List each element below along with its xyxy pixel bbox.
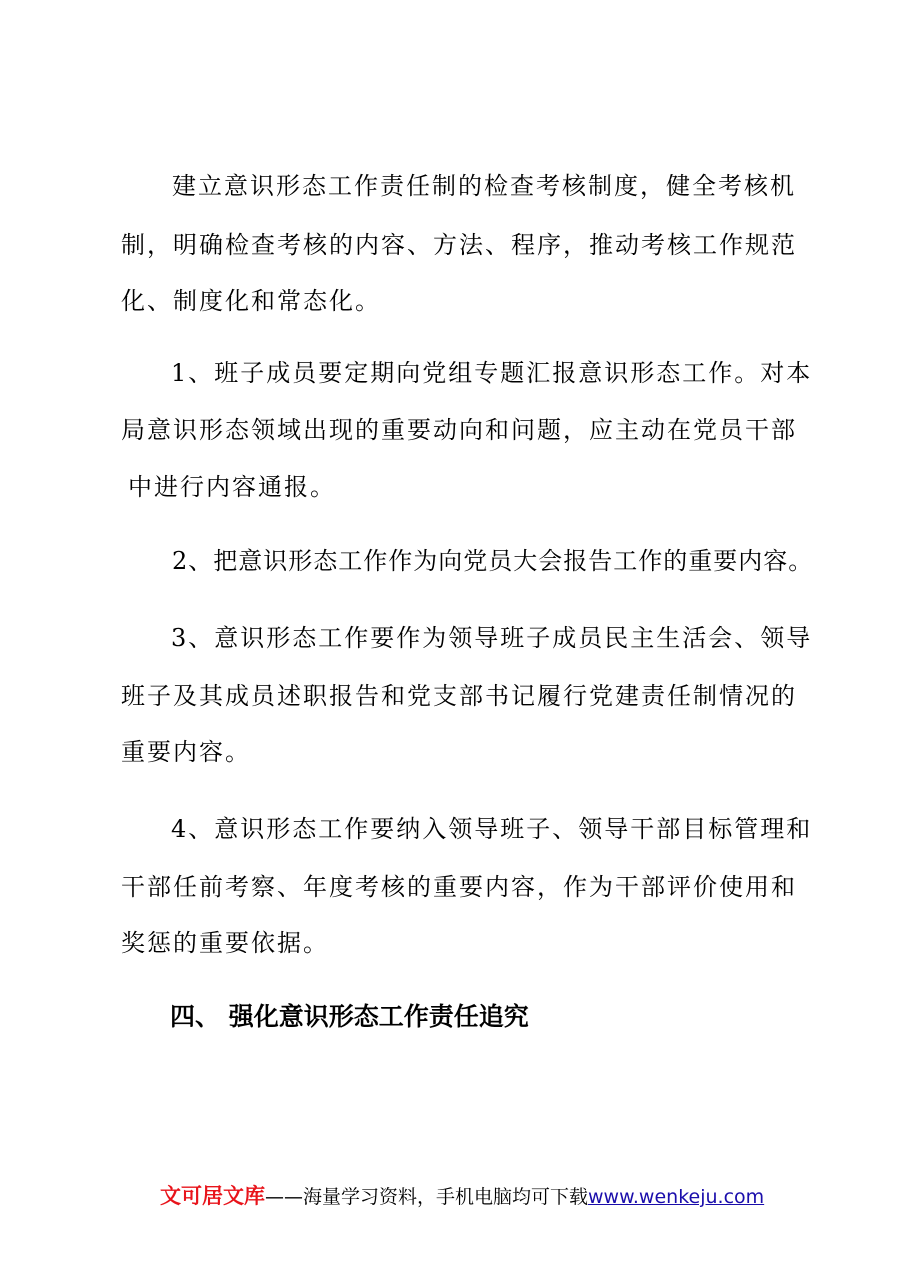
- footer-banner: [160, 1182, 764, 1211]
- paragraph-line: 奖惩的重要依据。: [121, 929, 329, 957]
- paragraph-line: 1、班子成员要定期向党组专题汇报意识形态工作。对本: [171, 359, 813, 387]
- paragraph-line: 3、意识形态工作要作为领导班子成员民主生活会、领导: [171, 624, 813, 652]
- paragraph-line: 干部任前考察、年度考核的重要内容，作为干部评价使用和: [121, 873, 797, 901]
- paragraph-line: 制，明确检查考核的内容、方法、程序，推动考核工作规范: [121, 231, 797, 259]
- paragraph-line: 建立意识形态工作责任制的检查考核制度，健全考核机: [172, 172, 796, 200]
- footer-tagline: ——海量学习资料，手机电脑均可下载: [265, 1186, 589, 1208]
- section-heading: 四、 强化意识形态工作责任追究: [170, 1002, 529, 1031]
- paragraph-line: 化、制度化和常态化。: [121, 287, 381, 315]
- footer-url-link[interactable]: www.wenkeju.com: [588, 1186, 765, 1208]
- footer-brand: 文可居文库: [160, 1184, 265, 1208]
- paragraph-line: 重要内容。: [121, 738, 251, 766]
- paragraph-line: 班子及其成员述职报告和党支部书记履行党建责任制情况的: [121, 682, 797, 710]
- paragraph-line: 中进行内容通报。: [128, 473, 336, 501]
- paragraph-line: 4、意识形态工作要纳入领导班子、领导干部目标管理和: [171, 815, 813, 843]
- paragraph-line: 局意识形态领域出现的重要动向和问题，应主动在党员干部: [121, 416, 797, 444]
- paragraph-line: 2、把意识形态工作作为向党员大会报告工作的重要内容。: [172, 547, 814, 575]
